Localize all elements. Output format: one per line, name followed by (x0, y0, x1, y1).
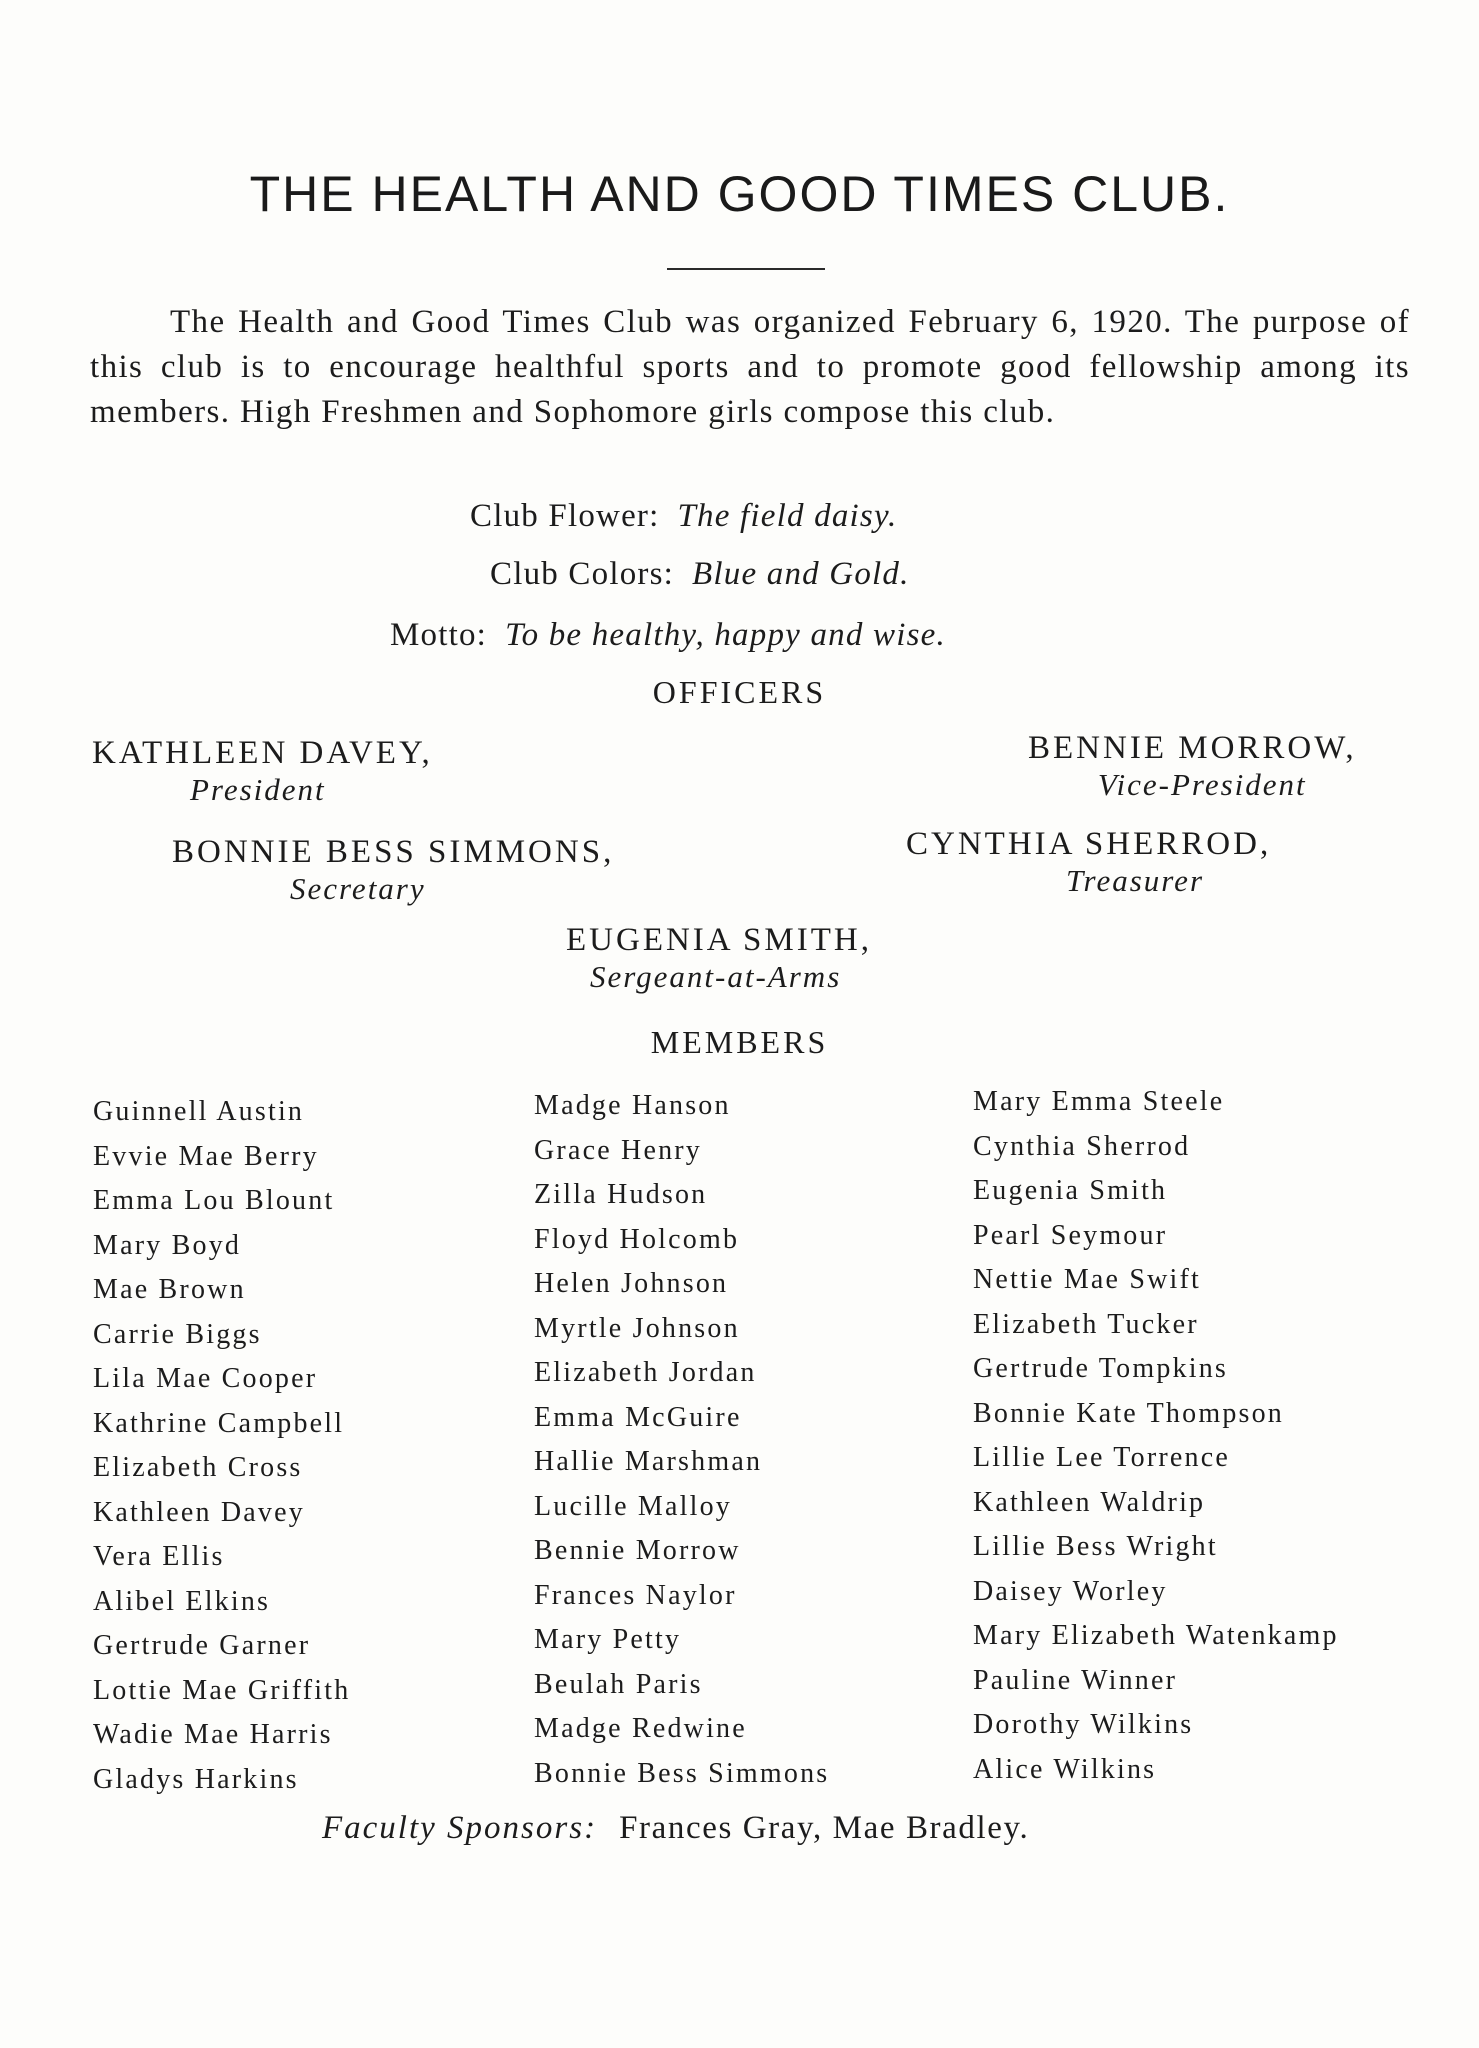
faculty-sponsors-names: Frances Gray, Mae Bradley. (619, 1810, 1030, 1846)
motto-label: Motto: (390, 617, 488, 653)
member-item: Lottie Mae Griffith (93, 1674, 351, 1706)
member-item: Kathrine Campbell (93, 1407, 345, 1439)
member-item: Bonnie Kate Thompson (973, 1397, 1285, 1429)
faculty-sponsors (322, 1810, 1029, 1847)
member-item: Evvie Mae Berry (93, 1140, 319, 1172)
member-item: Beulah Paris (534, 1668, 703, 1700)
member-item: Daisey Worley (973, 1575, 1168, 1607)
member-item: Madge Redwine (534, 1713, 747, 1744)
club-flower-value: The field daisy. (677, 498, 898, 534)
officer-title: Treasurer (1066, 863, 1205, 898)
member-item: Mary Emma Steele (973, 1086, 1225, 1117)
member-item: Dorothy Wilkins (973, 1709, 1194, 1740)
officer-title: Secretary (290, 871, 426, 906)
officer-name: EUGENIA SMITH, (566, 922, 872, 958)
faculty-sponsors-label: Faculty Sponsors: (322, 1810, 598, 1846)
officer-secretary (172, 834, 614, 907)
club-colors-label: Club Colors: (490, 556, 675, 592)
member-item: Eugenia Smith (973, 1175, 1168, 1206)
member-item: Lila Mae Cooper (93, 1363, 318, 1394)
member-item: Gertrude Garner (93, 1630, 311, 1661)
member-item: Guinnell Austin (93, 1096, 305, 1127)
member-item: Lillie Bess Wright (973, 1531, 1218, 1562)
member-item: Gladys Harkins (93, 1763, 299, 1795)
club-colors-value: Blue and Gold. (692, 556, 910, 592)
member-item: Mary Petty (534, 1624, 682, 1655)
page-title: THE HEALTH AND GOOD TIMES CLUB. (249, 166, 1230, 222)
member-item: Alice Wilkins (973, 1753, 1157, 1785)
member-item: Helen Johnson (534, 1268, 729, 1299)
member-item: Carrie Biggs (93, 1318, 262, 1350)
member-item: Lillie Lee Torrence (973, 1442, 1230, 1473)
member-item: Grace Henry (534, 1134, 703, 1166)
member-item: Pearl Seymour (973, 1219, 1168, 1251)
officer-sergeant-at-arms (566, 922, 872, 995)
officer-vice-president (1028, 730, 1357, 803)
member-item: Kathleen Waldrip (973, 1486, 1206, 1518)
member-item: Alibel Elkins (93, 1585, 271, 1617)
club-colors-line (490, 556, 910, 593)
officer-president (92, 735, 433, 808)
member-item: Madge Hanson (534, 1090, 731, 1121)
motto-line (390, 617, 946, 654)
club-flower-line (470, 498, 897, 535)
member-item: Gertrude Tompkins (973, 1353, 1229, 1384)
member-item: Wadie Mae Harris (93, 1719, 333, 1750)
member-item: Elizabeth Jordan (534, 1357, 757, 1388)
member-item: Lucille Malloy (534, 1490, 732, 1522)
member-item: Elizabeth Tucker (973, 1308, 1199, 1340)
member-item: Bennie Morrow (534, 1535, 741, 1566)
member-item: Elizabeth Cross (93, 1452, 303, 1483)
member-item: Hallie Marshman (534, 1446, 763, 1477)
members-column-2 (534, 1084, 829, 1796)
officers-heading: OFFICERS (652, 674, 827, 710)
club-flower-label: Club Flower: (470, 498, 660, 534)
member-item: Floyd Holcomb (534, 1223, 740, 1255)
officer-treasurer (906, 826, 1271, 899)
officer-title: President (190, 772, 326, 807)
officer-name: BENNIE MORROW, (1028, 730, 1357, 766)
officer-name: BONNIE BESS SIMMONS, (172, 834, 615, 870)
member-item: Emma McGuire (534, 1401, 742, 1433)
title-rule (667, 268, 825, 270)
member-item: Zilla Hudson (534, 1179, 708, 1210)
member-item: Bonnie Bess Simmons (534, 1757, 830, 1789)
members-column-1 (93, 1090, 350, 1802)
member-item: Nettie Mae Swift (973, 1264, 1202, 1295)
motto-value: To be healthy, happy and wise. (505, 617, 946, 653)
member-item: Kathleen Davey (93, 1496, 305, 1528)
officer-name: KATHLEEN DAVEY, (92, 735, 433, 771)
member-item: Emma Lou Blount (93, 1185, 335, 1216)
officer-name: CYNTHIA SHERROD, (906, 826, 1272, 862)
member-item: Cynthia Sherrod (973, 1130, 1191, 1162)
officer-title: Vice-President (1097, 767, 1307, 802)
member-item: Frances Naylor (534, 1579, 737, 1611)
member-item: Myrtle Johnson (534, 1312, 740, 1344)
members-heading: MEMBERS (650, 1024, 829, 1060)
member-item: Mae Brown (93, 1274, 246, 1305)
member-item: Mary Elizabeth Watenkamp (973, 1620, 1339, 1651)
member-item: Mary Boyd (93, 1229, 242, 1261)
member-item: Vera Ellis (93, 1541, 225, 1572)
members-column-3 (973, 1080, 1339, 1792)
officer-title: Sergeant-at-Arms (590, 959, 842, 994)
member-item: Pauline Winner (973, 1664, 1178, 1696)
intro-paragraph: The Health and Good Times Club was organized February 6, 1920. The purpose of this club is to encourage healthful sports and to promote good fellowship among its members. High Freshmen and Sophomore girls compose this club. (90, 304, 1410, 430)
